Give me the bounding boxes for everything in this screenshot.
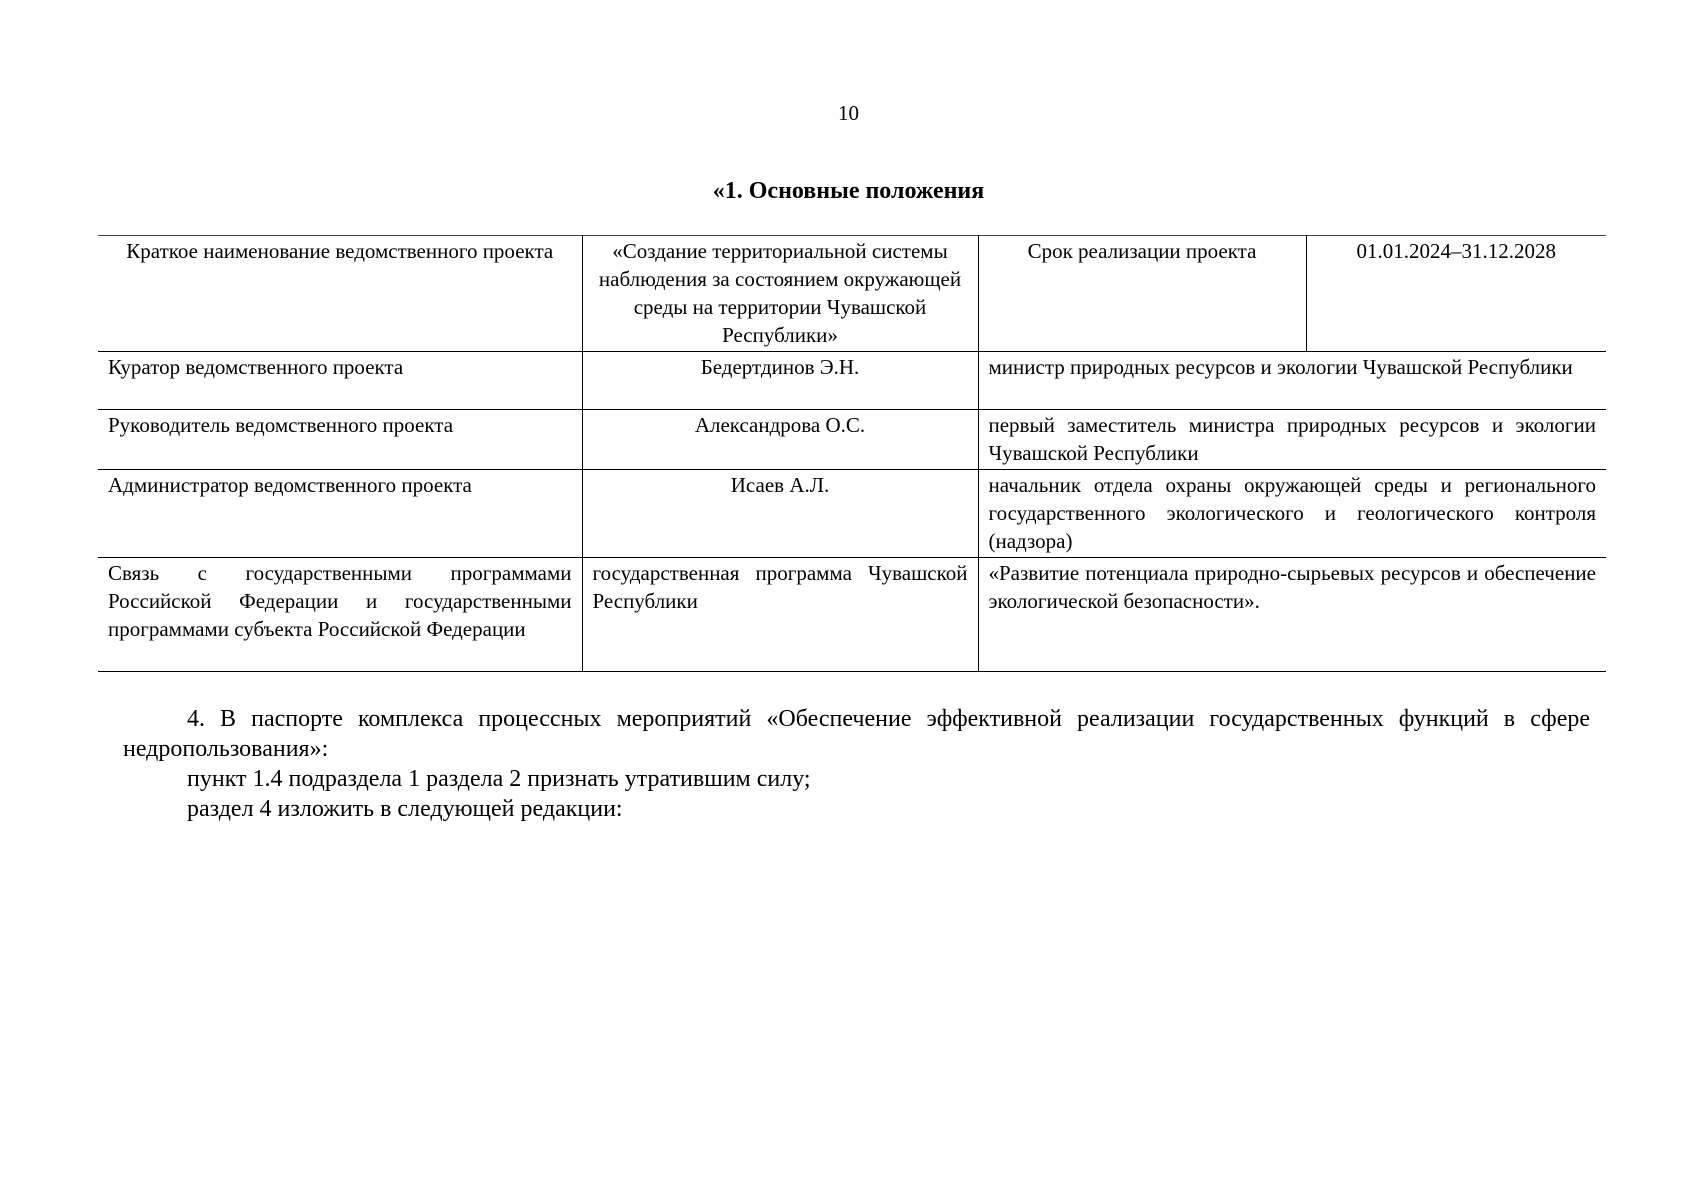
program-name-cell: «Развитие потенциала природно-сырьевых ресурсов и обеспечение экологической безопасности».: [978, 558, 1606, 672]
administrator-position-cell: начальник отдела охраны окружающей среды и регионального государственного экологического и геологического контроля (надзора): [978, 470, 1606, 558]
curator-position-cell: министр природных ресурсов и экологии Чувашской Республики: [978, 352, 1606, 410]
amendment-paragraph-4: 4. В паспорте комплекса процессных мероприятий «Обеспечение эффективной реализации государственных функций в сфере недропользования»:: [123, 706, 1590, 762]
table-row: [98, 410, 1606, 470]
term-label-cell: Срок реализации проекта: [978, 236, 1306, 352]
table-row: [98, 470, 1606, 558]
short-name-value-cell: «Создание территориальной системы наблюдения за состоянием окружающей среды на территории Чувашской Республики»: [582, 236, 978, 352]
amendment-item-1: пункт 1.4 подраздела 1 раздела 2 признать утратившим силу;: [187, 766, 811, 792]
section-title: «1. Основные положения: [712, 178, 985, 204]
project-passport-table: [98, 235, 1606, 672]
program-type-cell: государственная программа Чувашской Республики: [582, 558, 978, 672]
head-name-cell: Александрова О.С.: [582, 410, 978, 470]
amendment-text: [123, 704, 1590, 824]
curator-name-cell: Бедертдинов Э.Н.: [582, 352, 978, 410]
term-value-cell: 01.01.2024–31.12.2028: [1306, 236, 1606, 352]
head-label-cell: Руководитель ведомственного проекта: [98, 410, 582, 470]
table-row: [98, 352, 1606, 410]
amendment-item-2: раздел 4 изложить в следующей редакции:: [187, 796, 623, 822]
page-number: 10: [838, 101, 859, 125]
table-row: [98, 236, 1606, 352]
administrator-label-cell: Администратор ведомственного проекта: [98, 470, 582, 558]
curator-label-cell: Куратор ведомственного проекта: [98, 352, 582, 410]
programs-link-label-cell: Связь с государственными программами Российской Федерации и государственными программами субъекта Российской Федерации: [98, 558, 582, 672]
table-row: [98, 558, 1606, 672]
head-position-cell: первый заместитель министра природных ресурсов и экологии Чувашской Республики: [978, 410, 1606, 470]
short-name-label-cell: Краткое наименование ведомственного проекта: [98, 236, 582, 352]
administrator-name-cell: Исаев А.Л.: [582, 470, 978, 558]
